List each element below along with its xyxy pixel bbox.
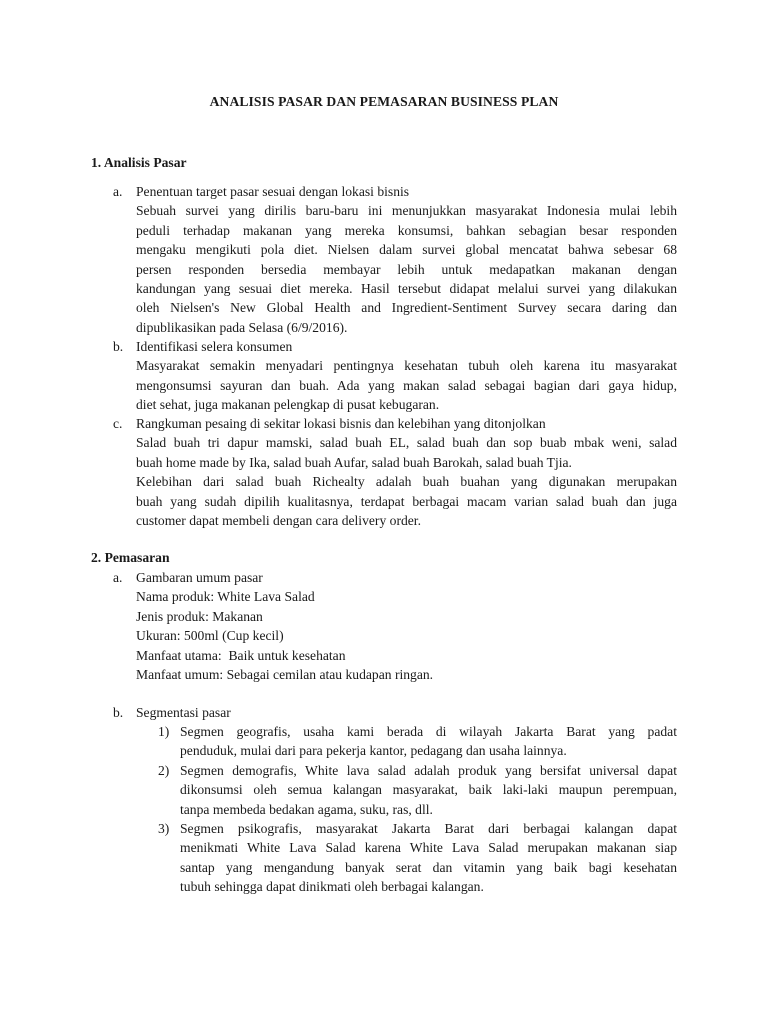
sublist-item-1	[180, 722, 677, 761]
list-marker-1c: c.	[113, 416, 123, 431]
paragraph-line: tubuh sehingga dapat dinikmati oleh berbagai kalangan.	[180, 879, 484, 895]
paragraph-line: dipublikasikan pada Selasa (6/9/2016).	[136, 319, 348, 335]
sublist-item-3	[180, 819, 677, 897]
list-item-1b	[136, 337, 677, 415]
paragraph-line: Segmen demografis, White lava salad adalah produk yang bersifat universal dapat	[180, 763, 677, 778]
paragraph-line: Segmen psikografis, masyarakat Jakarta Barat dari berbagai kalangan dapat	[180, 821, 677, 836]
paragraph-line: diet sehat, juga makanan pelengkap di pusat kebugaran.	[136, 397, 440, 413]
paragraph-line: kandungan yang sesuai diet mereka. Hasil tersebut didapat melalui survei yang dilakukan	[136, 280, 677, 296]
list-item-1c	[136, 414, 677, 530]
paragraph-line: peduli terhadap makanan yang mereka konsumsi, bahkan sebagian besar responden	[136, 222, 677, 238]
list-marker-1a: a.	[113, 184, 123, 199]
paragraph-line: buah yang sudah dipilih kualitasnya, terdapat berbagai macam varian salad buah dan juga	[136, 493, 677, 509]
product-size: Ukuran: 500ml (Cup kecil)	[136, 628, 284, 644]
paragraph-line: tanpa membeda bedakan agama, suku, ras, dll.	[180, 801, 433, 817]
paragraph-line: dikonsumsi oleh semua kalangan masyarakat, baik laki-laki maupun perempuan,	[180, 782, 677, 798]
list-item-2a	[136, 568, 677, 684]
paragraph-line: penduduk, mulai dari para pekerja kantor, pedagang dan usaha lainnya.	[180, 743, 567, 759]
item-heading: Penentuan target pasar sesuai dengan lokasi bisnis	[136, 184, 410, 199]
paragraph-line: mengonsumsi sayuran dan buah. Ada yang makan salad sebagai bagian dari gaya hidup,	[136, 377, 677, 393]
list-marker-2b: b.	[113, 705, 124, 720]
item-heading: Rangkuman pesaing di sekitar lokasi bisnis dan kelebihan yang ditonjolkan	[136, 416, 546, 431]
sublist-marker-1: 1)	[158, 724, 170, 739]
section-heading-analisis-pasar: 1. Analisis Pasar	[91, 155, 187, 170]
sublist-marker-2: 2)	[158, 763, 170, 778]
list-item-1a	[136, 182, 677, 337]
paragraph-line: oleh Nielsen's New Global Health and Ingredient-Sentiment Survey secara daring dan	[136, 300, 677, 316]
paragraph-line: Masyarakat semakin menyadari pentingnya kesehatan tubuh oleh karena itu masyarakat	[136, 358, 677, 374]
list-marker-2a: a.	[113, 570, 123, 585]
product-type: Jenis produk: Makanan	[136, 608, 263, 624]
section-heading-pemasaran: 2. Pemasaran	[91, 550, 170, 565]
list-marker-1b: b.	[113, 339, 124, 354]
paragraph-line: customer dapat membeli dengan cara delivery order.	[136, 512, 421, 528]
general-benefit: Manfaat umum: Sebagai cemilan atau kudapan ringan.	[136, 666, 434, 682]
paragraph-line: menikmati White Lava Salad karena White Lava Salad merupakan makanan siap	[180, 840, 677, 856]
document-title: ANALISIS PASAR DAN PEMASARAN BUSINESS PLAN	[209, 94, 559, 109]
paragraph-line: buah home made by Ika, salad buah Aufar, salad buah Barokah, salad buah Tjia.	[136, 454, 572, 470]
main-benefit: Manfaat utama: Baik untuk kesehatan	[136, 647, 346, 663]
item-heading: Segmentasi pasar	[136, 705, 231, 720]
item-heading: Identifikasi selera konsumen	[136, 339, 293, 354]
sublist-item-2	[180, 761, 677, 819]
list-item-2b	[136, 703, 677, 722]
paragraph-line: Segmen geografis, usaha kami berada di wilayah Jakarta Barat yang padat	[180, 724, 677, 739]
paragraph-line: Kelebihan dari salad buah Richealty adalah buah buahan yang digunakan merupakan	[136, 474, 677, 490]
paragraph-line: santap yang mengandung banyak serat dan vitamin yang baik bagi kesehatan	[180, 859, 677, 875]
product-name: Nama produk: White Lava Salad	[136, 589, 315, 605]
paragraph-line: persen responden bersedia membayar lebih untuk medapatkan makanan dengan	[136, 261, 677, 277]
paragraph-line: Sebuah survei yang dirilis baru-baru ini menunjukkan masyarakat Indonesia mulai lebih	[136, 203, 677, 219]
item-heading: Gambaran umum pasar	[136, 570, 263, 585]
sublist-marker-3: 3)	[158, 821, 170, 836]
paragraph-line: Salad buah tri dapur mamski, salad buah EL, salad buah dan sop buab mbak weni, salad	[136, 435, 677, 451]
paragraph-line: mengaku mengikuti pola diet. Nielsen dalam survei global mencatat bahwa sebesar 68	[136, 242, 677, 258]
